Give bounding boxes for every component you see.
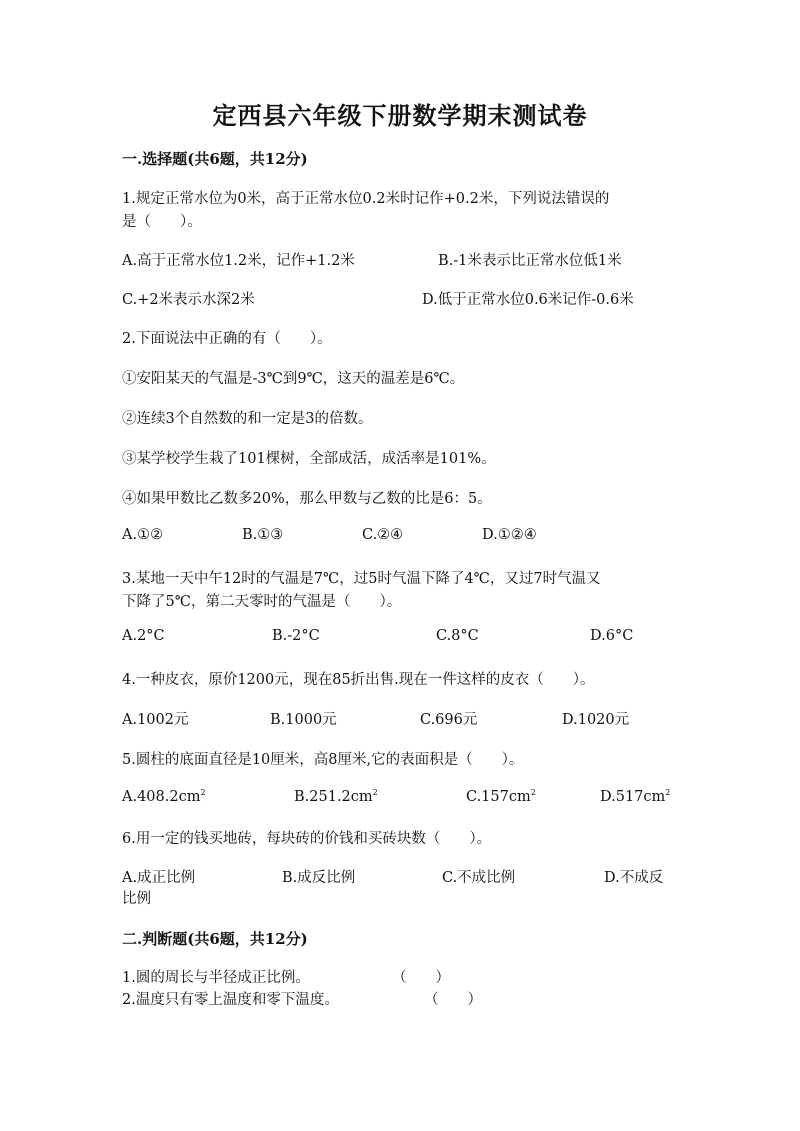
question-3-option-b: B.-2°C [272,628,320,644]
question-2-option-a: A.①② [122,527,164,543]
question-5-option-d [600,788,670,805]
question-2-option-d: D.①②④ [482,527,537,543]
superscript-square: 2 [665,788,671,797]
question-3-line-1: 3.某地一天中午12时的气温是7℃，过5时气温下降了4℃，又过7时气温又 [122,571,601,587]
question-3-option-c: C.8°C [436,628,479,644]
question-5-option-c [466,788,536,805]
question-6-option-d: D.不成反 [604,870,664,886]
question-6-option-d-wrap: 比例 [122,891,151,907]
question-6-option-c: C.不成比例 [442,870,516,886]
option-text: A.408.2cm [122,788,201,805]
question-2-statement-4: ④如果甲数比乙数多20%，那么甲数与乙数的比是6：5。 [122,491,492,507]
judgement-2-answer-blank: （ ） [424,992,482,1008]
question-4-option-a: A.1002元 [122,712,189,728]
page-title: 定西县六年级下册数学期末测试卷 [212,101,588,130]
question-2-stem: 2.下面说法中正确的有（ ）。 [122,331,332,347]
option-text: B.251.2cm [294,788,373,805]
question-2-statement-1: ①安阳某天的气温是-3℃到9℃，这天的温差是6℃。 [122,371,465,387]
superscript-square: 2 [372,788,378,797]
question-4-option-b: B.1000元 [270,712,337,728]
superscript-square: 2 [200,788,206,797]
question-3-option-d: D.6°C [590,628,634,644]
question-5-option-a [122,788,206,805]
question-2-statement-2: ②连续3个自然数的和一定是3的倍数。 [122,411,373,427]
judgement-2-text: 2.温度只有零上温度和零下温度。 [122,992,339,1008]
question-3-option-a: A.2°C [122,628,165,644]
question-1-option-b: B.-1米表示比正常水位低1米 [438,253,622,269]
question-6-option-b: B.成反比例 [282,870,356,886]
section-heading-choice: 一.选择题(共6题，共12分) [122,150,308,168]
question-4-stem: 4.一种皮衣，原价1200元，现在85折出售.现在一件这样的皮衣（ ）。 [122,672,595,688]
question-2-option-c: C.②④ [362,527,404,543]
question-1-option-a: A.高于正常水位1.2米，记作+1.2米 [122,253,355,269]
superscript-square: 2 [530,788,536,797]
question-6-option-a: A.成正比例 [122,870,196,886]
question-5-stem: 5.圆柱的底面直径是10厘米，高8厘米,它的表面积是（ ）。 [122,752,524,768]
section-heading-judgement: 二.判断题(共6题，共12分) [122,930,308,948]
option-text: C.157cm [466,788,531,805]
question-6-stem: 6.用一定的钱买地砖，每块砖的价钱和买砖块数（ ）。 [122,831,492,847]
question-1-line-2: 是（ ）。 [122,214,202,230]
question-1-option-d: D.低于正常水位0.6米记作-0.6米 [422,292,634,308]
question-4-option-d: D.1020元 [562,712,630,728]
judgement-1-text: 1.圆的周长与半径成正比例。 [122,970,310,986]
question-2-statement-3: ③某学校学生栽了101棵树，全部成活，成活率是101%。 [122,451,496,467]
judgement-1-answer-blank: （ ） [392,970,450,986]
question-3-line-2: 下降了5℃，第二天零时的气温是（ ）。 [122,594,402,610]
question-1-line-1: 1.规定正常水位为0米，高于正常水位0.2米时记作+0.2米，下列说法错误的 [122,191,610,207]
question-1-option-c: C.+2米表示水深2米 [122,292,255,308]
question-4-option-c: C.696元 [420,712,478,728]
question-2-option-b: B.①③ [242,527,284,543]
option-text: D.517cm [600,788,666,805]
question-5-option-b [294,788,378,805]
